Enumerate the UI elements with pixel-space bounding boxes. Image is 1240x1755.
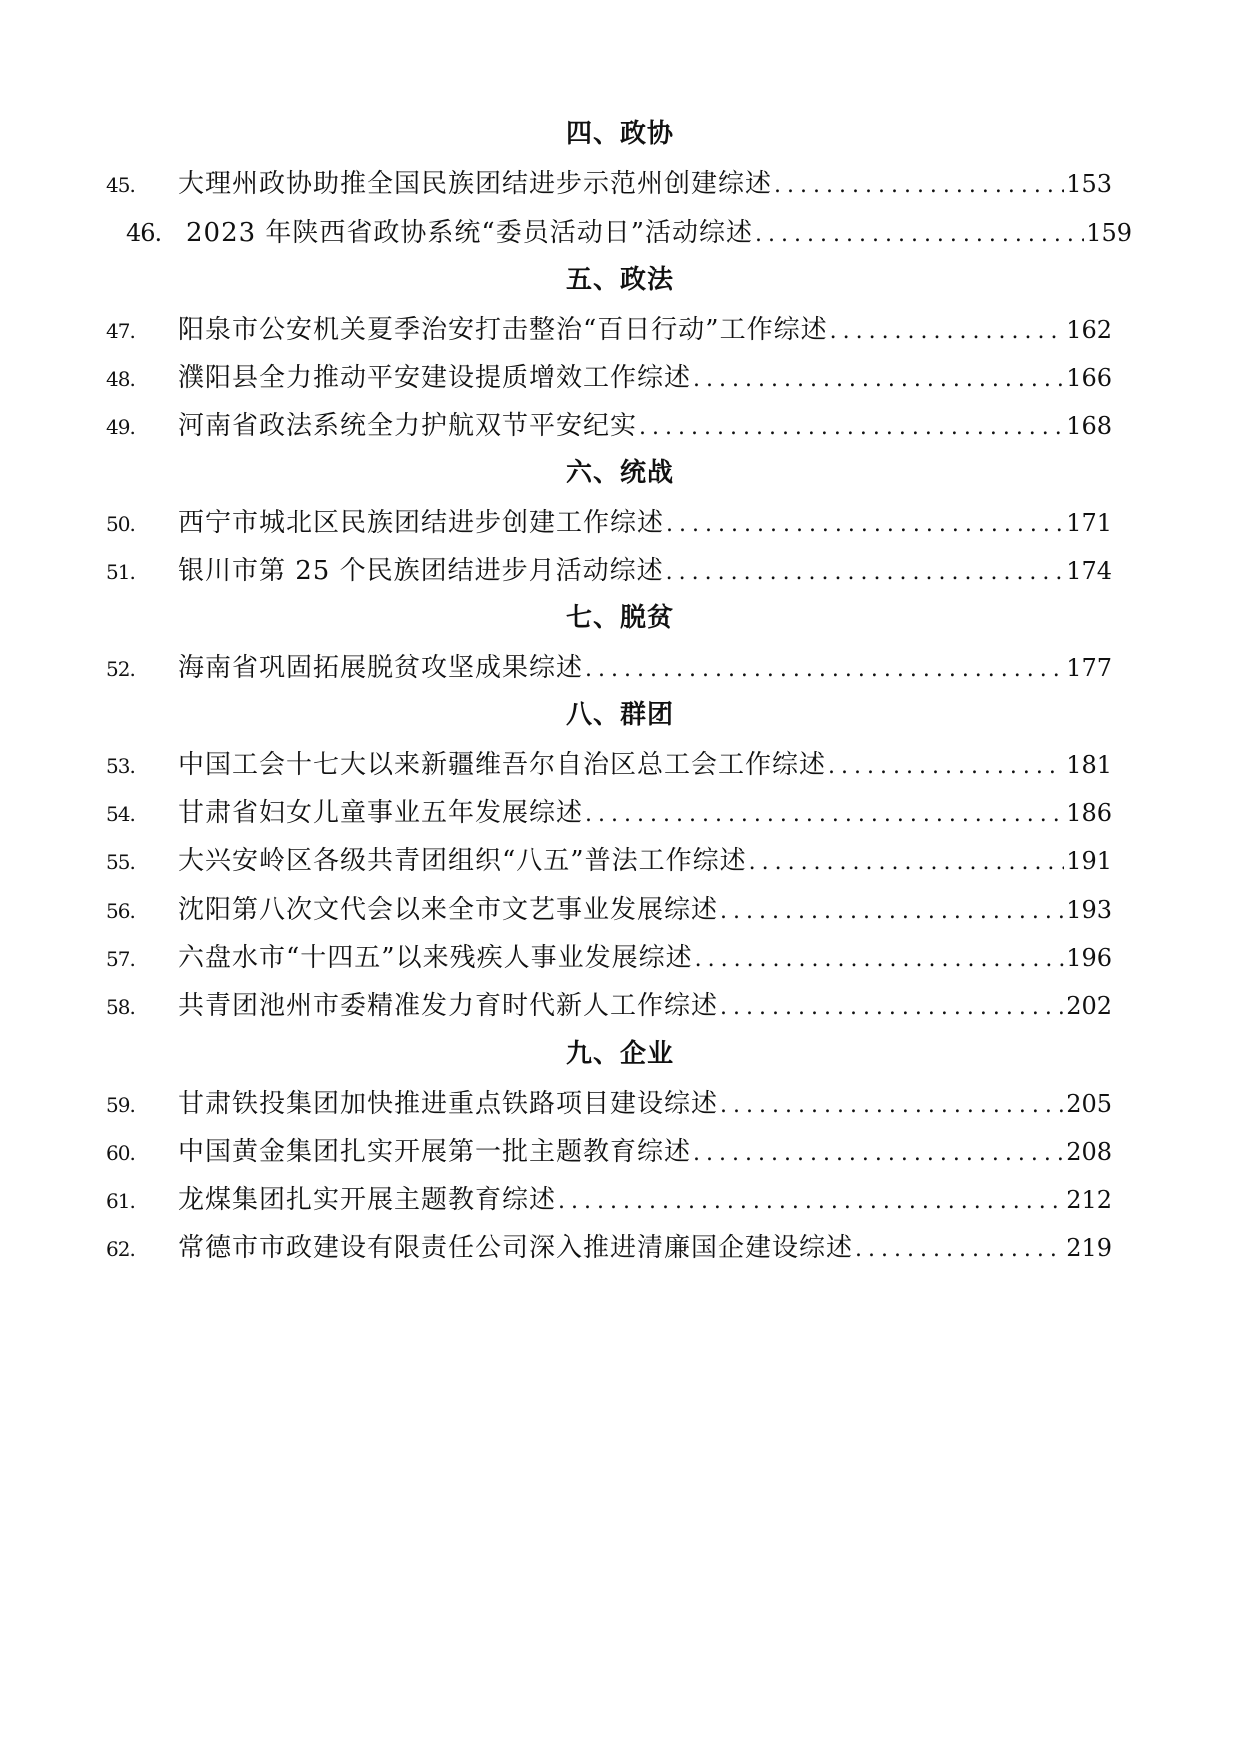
dot-leader	[855, 1230, 1064, 1270]
dot-leader	[639, 408, 1064, 448]
entry-number: 59.	[106, 1093, 135, 1117]
toc-entry[interactable]	[106, 793, 1112, 833]
toc-entry[interactable]	[106, 841, 1112, 881]
toc-entry[interactable]	[106, 938, 1112, 978]
entry-title: 六盘水市“十四五”以来残疾人事业发展综述	[178, 943, 693, 973]
toc-entry[interactable]	[106, 1228, 1112, 1268]
entry-page-number: 202	[1066, 992, 1112, 1020]
entry-title: 银川市第 25 个民族团结进步月活动综述	[178, 556, 664, 586]
entry-number: 62.	[106, 1237, 135, 1261]
entry-number: 57.	[106, 947, 135, 971]
dot-leader	[720, 988, 1064, 1028]
dot-leader	[585, 795, 1064, 835]
entry-title: 西宁市城北区民族团结进步创建工作综述	[178, 508, 665, 538]
entry-title: 中国黄金集团扎实开展第一批主题教育综述	[178, 1137, 692, 1167]
dot-leader	[774, 166, 1064, 206]
entry-number: 53.	[106, 754, 135, 778]
entry-page-number: 186	[1066, 799, 1112, 827]
entry-title: 甘肃铁投集团加快推进重点铁路项目建设综述	[178, 1089, 719, 1119]
entry-title: 大理州政协助推全国民族团结进步示范州创建综述	[178, 169, 773, 199]
dot-leader	[558, 1182, 1064, 1222]
toc-entry[interactable]	[106, 890, 1112, 930]
entry-title: 常德市市政建设有限责任公司深入推进清廉国企建设综述	[178, 1233, 854, 1263]
entry-title: 濮阳县全力推动平安建设提质增效工作综述	[178, 363, 692, 393]
entry-number: 58.	[106, 995, 135, 1019]
entry-page-number: 171	[1066, 509, 1112, 537]
entry-title: 阳泉市公安机关夏季治安打击整治“百日行动”工作综述	[178, 315, 828, 345]
entry-number: 60.	[106, 1141, 135, 1165]
entry-page-number: 205	[1066, 1090, 1112, 1118]
entry-title: 共青团池州市委精准发力育时代新人工作综述	[178, 991, 719, 1021]
entry-title: 2023 年陕西省政协系统“委员活动日”活动综述	[186, 218, 754, 248]
dot-leader	[755, 215, 1084, 255]
entry-number: 55.	[106, 850, 135, 874]
dot-leader	[720, 1086, 1064, 1126]
entry-page-number: 181	[1066, 751, 1112, 779]
entry-page-number: 193	[1066, 896, 1112, 924]
toc-entry[interactable]	[106, 310, 1112, 350]
entry-page-number: 153	[1066, 170, 1112, 198]
dot-leader	[693, 360, 1064, 400]
toc-entry[interactable]	[106, 1132, 1112, 1172]
entry-number: 46.	[126, 219, 162, 247]
dot-leader	[720, 892, 1064, 932]
entry-number: 56.	[106, 899, 135, 923]
entry-title: 大兴安岭区各级共青团组织“八五”普法工作综述	[178, 846, 747, 876]
section-heading: 五、政法	[565, 265, 674, 295]
entry-page-number: 162	[1066, 316, 1112, 344]
entry-title: 沈阳第八次文代会以来全市文艺事业发展综述	[178, 895, 719, 925]
entry-number: 61.	[106, 1189, 135, 1213]
section-heading: 七、脱贫	[565, 603, 674, 633]
entry-page-number: 159	[1086, 219, 1132, 247]
entry-title: 甘肃省妇女儿童事业五年发展综述	[178, 798, 584, 828]
entry-number: 49.	[106, 415, 135, 439]
entry-page-number: 212	[1066, 1186, 1112, 1214]
entry-title: 海南省巩固拓展脱贫攻坚成果综述	[178, 653, 584, 683]
dot-leader	[585, 650, 1064, 690]
entry-number: 45.	[106, 173, 135, 197]
dot-leader	[666, 553, 1065, 593]
entry-number: 51.	[106, 560, 135, 584]
entry-number: 50.	[106, 512, 135, 536]
toc-entry[interactable]	[106, 503, 1112, 543]
entry-title: 中国工会十七大以来新疆维吾尔自治区总工会工作综述	[178, 750, 827, 780]
entry-page-number: 177	[1066, 654, 1112, 682]
dot-leader	[695, 940, 1065, 980]
toc-entry[interactable]	[106, 406, 1112, 446]
entry-number: 48.	[106, 367, 135, 391]
toc-entry[interactable]	[106, 648, 1112, 688]
section-heading: 六、统战	[565, 458, 674, 488]
entry-page-number: 219	[1066, 1234, 1112, 1262]
entry-number: 52.	[106, 657, 135, 681]
entry-title: 龙煤集团扎实开展主题教育综述	[178, 1185, 557, 1215]
entry-page-number: 174	[1066, 557, 1112, 585]
entry-page-number: 166	[1066, 364, 1112, 392]
dot-leader	[693, 1134, 1064, 1174]
entry-number: 47.	[106, 319, 135, 343]
section-heading: 九、企业	[565, 1039, 674, 1069]
toc-entry[interactable]	[106, 745, 1112, 785]
toc-entry[interactable]	[106, 986, 1112, 1026]
toc-entry[interactable]	[106, 164, 1112, 204]
entry-page-number: 196	[1066, 944, 1112, 972]
dot-leader	[666, 505, 1064, 545]
toc-entry[interactable]	[106, 1180, 1112, 1220]
toc-entry[interactable]	[106, 551, 1112, 591]
toc-entry[interactable]	[106, 358, 1112, 398]
toc-entry[interactable]	[106, 1084, 1112, 1124]
dot-leader	[830, 312, 1065, 352]
entry-page-number: 208	[1066, 1138, 1112, 1166]
dot-leader	[828, 747, 1064, 787]
section-heading: 八、群团	[565, 700, 674, 730]
entry-page-number: 191	[1066, 847, 1112, 875]
entry-number: 54.	[106, 802, 135, 826]
dot-leader	[749, 843, 1065, 883]
toc-entry[interactable]	[126, 213, 1132, 253]
entry-page-number: 168	[1066, 412, 1112, 440]
entry-title: 河南省政法系统全力护航双节平安纪实	[178, 411, 638, 441]
section-heading: 四、政协	[565, 119, 674, 149]
